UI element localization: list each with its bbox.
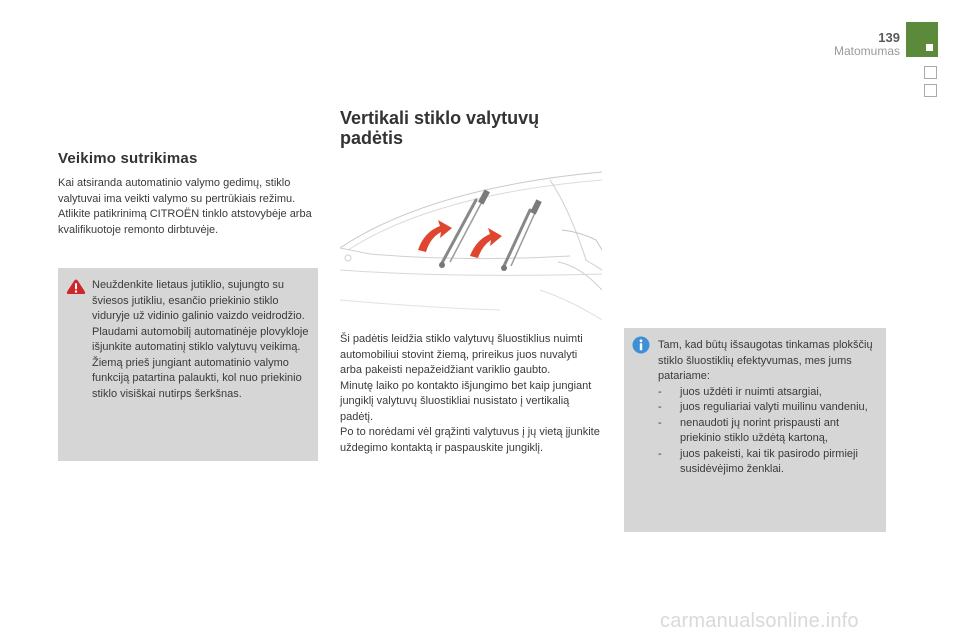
list-dash: -: [658, 401, 662, 413]
list-text: juos pakeisti, kai tik pasirodo pirmieji susidėvėjimo ženklai.: [680, 447, 858, 475]
warning-box: [58, 268, 318, 461]
malfunction-text: [58, 176, 320, 238]
section-heading-malfunction: Veikimo sutrikimas: [58, 150, 198, 167]
list-item: [658, 447, 880, 478]
list-dash: -: [658, 416, 662, 429]
section-title: Matomumas: [833, 44, 900, 58]
paragraph: Ši padėtis leidžia stiklo valytuvų šluostiklius nuimti automobiliui stovint žiemą, prireikus juos nuvalyti arba pakeisti nepažeidžiant variklio gaubto.: [340, 333, 583, 376]
list-text: nenaudoti jų norint prispausti ant priekinio stiklo uždėtą kartoną,: [680, 416, 839, 444]
list-item: [658, 416, 880, 447]
list-item: [658, 400, 880, 416]
info-icon: [632, 336, 650, 354]
heading-line: Vertikali stiklo valytuvų: [340, 108, 540, 128]
info-text: [658, 338, 880, 478]
list-text: juos uždėti ir nuimti atsargiai,: [680, 385, 822, 398]
paragraph: Atlikite patikrinimą CITROËN tinklo atstovybėje arba kvalifikuotoje remonto dirbtuvėje.: [58, 208, 312, 236]
vertical-position-text: [340, 332, 602, 456]
list-text: juos reguliariai valyti muilinu vandeniu,: [680, 401, 868, 413]
warning-line: Žiemą prieš jungiant automatinio valymo funkciją patartina palaukti, kol nuo priekinio stiklo visiškai nutirps šerkšnas.: [92, 356, 302, 400]
chapter-tab[interactable]: [924, 84, 937, 97]
info-box: [624, 328, 886, 532]
heading-line: padėtis: [340, 128, 404, 148]
paragraph: Kai atsiranda automatinio valymo gedimų, stiklo valytuvai ima veikti valymo su pertrūkiais režimu.: [58, 177, 296, 205]
watermark: carmanualsonline.info: [660, 610, 859, 632]
page-number: 139: [878, 30, 900, 45]
paragraph: Minutę laiko po kontakto išjungimo bet kaip jungiant jungiklį valytuvų šluostikliai nusistato į vertikalią padėtį.: [340, 379, 592, 423]
wiper-illustration: [340, 170, 602, 328]
list-dash: -: [658, 447, 662, 460]
warning-icon: [66, 278, 86, 296]
tab-marker-icon: [926, 44, 933, 51]
warning-text: [92, 278, 312, 402]
chapter-tab[interactable]: [924, 66, 937, 79]
info-intro: Tam, kad būtų išsaugotas tinkamas plokščių stiklo šluostiklių efektyvumas, mes jums patariame:: [658, 339, 873, 382]
warning-line: Neuždenkite lietaus jutiklio, sujungto su šviesos jutikliu, esančio priekinio stiklo viduryje už vidinio galinio vaizdo veidrodžio.: [92, 279, 305, 322]
paragraph: Po to norėdami vėl grąžinti valytuvus į jų vietą įjunkite uždegimo kontaktą ir paspauskite jungiklį.: [340, 426, 600, 454]
list-item: [658, 385, 880, 401]
chapter-tab-active[interactable]: [906, 22, 938, 57]
section-heading-vertical-wiper: [340, 108, 620, 148]
list-dash: -: [658, 385, 662, 398]
warning-line: Plaudami automobilį automatinėje plovykloje išjunkite automatinį stiklo valytuvų veikimą.: [92, 325, 309, 353]
